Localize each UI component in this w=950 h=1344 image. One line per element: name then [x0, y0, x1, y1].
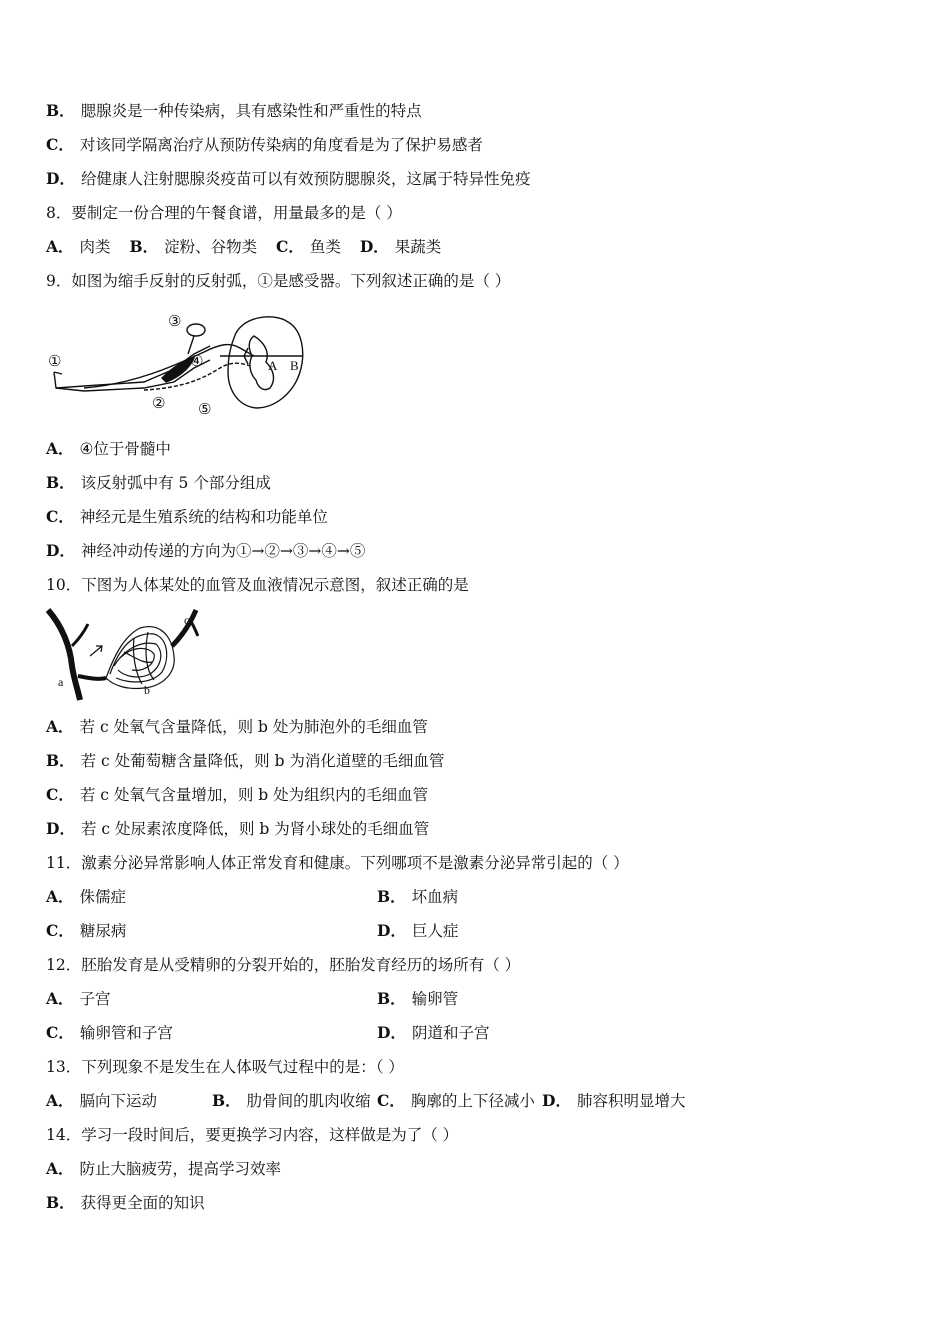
- option-label: D．: [359, 237, 389, 256]
- q10-stem: 10．下图为人体某处的血管及血液情况示意图，叙述正确的是: [46, 576, 469, 594]
- q12-option-d: [377, 1023, 489, 1043]
- option-label: B．: [212, 1091, 241, 1110]
- option-text: 果蔬类: [394, 238, 442, 256]
- option-label: B．: [377, 989, 406, 1008]
- option-label: C．: [46, 507, 74, 526]
- option-text: 肺容积明显增大: [576, 1092, 686, 1110]
- q10-option-c: [46, 785, 428, 805]
- option-label: D．: [46, 819, 75, 838]
- q10-option-b: [46, 751, 444, 771]
- option-label: A．: [46, 989, 74, 1008]
- option-label: D．: [46, 169, 75, 188]
- option-label: C．: [46, 921, 74, 940]
- label-2: ②: [152, 394, 166, 412]
- option-text: 巨人症: [411, 922, 459, 940]
- q13-option-b: [212, 1091, 371, 1111]
- option-label: B．: [377, 887, 406, 906]
- option-text: 输卵管和子宫: [79, 1024, 173, 1042]
- q9-option-a: [46, 439, 171, 459]
- q11-option-b: [377, 887, 458, 907]
- label-c: c: [184, 613, 190, 627]
- reflex-arc-figure: [44, 308, 314, 420]
- option-label: C．: [46, 1023, 74, 1042]
- q14-stem: 14．学习一段时间后，要更换学习内容，这样做是为了（ ）: [46, 1126, 459, 1144]
- option-text: 坏血病: [411, 888, 459, 906]
- option-text: 给健康人注射腮腺炎疫苗可以有效预防腮腺炎，这属于特异性免疫: [80, 170, 531, 188]
- option-text: 鱼类: [309, 238, 341, 256]
- q13-option-a: [46, 1091, 157, 1111]
- q13-stem: 13．下列现象不是发生在人体吸气过程中的是：（ ）: [46, 1058, 404, 1076]
- q11-option-c: [46, 921, 126, 941]
- blood-vessel-figure: [44, 606, 199, 702]
- option-label: B．: [46, 101, 75, 120]
- label-4: ④: [190, 352, 204, 370]
- option-text: 腮腺炎是一种传染病，具有感染性和严重性的特点: [80, 102, 422, 120]
- option-text: 肉类: [79, 238, 111, 256]
- option-text: 若 c 处尿素浓度降低，则 b 为肾小球处的毛细血管: [80, 820, 430, 838]
- option-label: D．: [542, 1091, 571, 1110]
- label-b: B: [290, 358, 299, 373]
- q14-option-a: [46, 1159, 281, 1179]
- option-label: A．: [46, 887, 74, 906]
- option-text: 子宫: [79, 990, 111, 1008]
- q9-stem: 9．如图为缩手反射的反射弧，①是感受器。下列叙述正确的是（ ）: [46, 272, 511, 290]
- q9-option-c: [46, 507, 328, 527]
- option-label: C．: [276, 237, 304, 256]
- q12-option-b: [377, 989, 458, 1009]
- option-label: A．: [46, 1159, 74, 1178]
- option-label: D．: [46, 541, 75, 560]
- label-5: ⑤: [198, 400, 212, 418]
- option-text: 神经冲动传递的方向为①→②→③→④→⑤: [80, 542, 366, 560]
- q13-option-c: [377, 1091, 535, 1111]
- option-text: 神经元是生殖系统的结构和功能单位: [79, 508, 328, 526]
- option-label: D．: [377, 1023, 406, 1042]
- option-text: 肋骨间的肌肉收缩: [246, 1092, 371, 1110]
- q11-stem: 11．激素分泌异常影响人体正常发育和健康。下列哪项不是激素分泌异常引起的（ ）: [46, 854, 629, 872]
- option-label: A．: [46, 237, 74, 256]
- label-a: A: [268, 358, 278, 373]
- option-text: 淀粉、谷物类: [164, 238, 258, 256]
- q13-option-d: [542, 1091, 685, 1111]
- q11-option-a: [46, 887, 126, 907]
- q7-option-c: [46, 135, 483, 155]
- option-label: A．: [46, 717, 74, 736]
- option-label: C．: [377, 1091, 405, 1110]
- q9-option-b: [46, 473, 271, 493]
- option-label: B．: [46, 473, 75, 492]
- q8-options: [46, 237, 441, 257]
- label-a: a: [58, 675, 64, 689]
- option-text: 胸廓的上下径减小: [410, 1092, 535, 1110]
- q12-stem: 12．胚胎发育是从受精卵的分裂开始的，胚胎发育经历的场所有（ ）: [46, 956, 521, 974]
- q8-stem: 8．要制定一份合理的午餐食谱，用量最多的是（ ）: [46, 204, 402, 222]
- label-3: ③: [168, 312, 182, 330]
- option-label: B．: [129, 237, 159, 256]
- option-text: 糖尿病: [79, 922, 127, 940]
- option-text: 若 c 处氧气含量增加，则 b 处为组织内的毛细血管: [79, 786, 429, 804]
- option-label: C．: [46, 785, 74, 804]
- q7-option-b: [46, 101, 422, 121]
- label-1: ①: [48, 352, 62, 370]
- option-label: B．: [46, 1193, 75, 1212]
- option-text: 若 c 处氧气含量降低，则 b 处为肺泡外的毛细血管: [79, 718, 428, 736]
- option-label: C．: [46, 135, 74, 154]
- option-label: A．: [46, 1091, 74, 1110]
- option-text: 阴道和子宫: [411, 1024, 490, 1042]
- option-text: 输卵管: [411, 990, 459, 1008]
- q9-option-d: [46, 541, 365, 561]
- option-label: D．: [377, 921, 406, 940]
- q10-option-d: [46, 819, 429, 839]
- label-b: b: [144, 683, 150, 697]
- option-text: 若 c 处葡萄糖含量降低，则 b 为消化道壁的毛细血管: [80, 752, 445, 770]
- option-label: B．: [46, 751, 75, 770]
- option-label: A．: [46, 439, 74, 458]
- option-text: 对该同学隔离治疗从预防传染病的角度看是为了保护易感者: [79, 136, 483, 154]
- option-text: ④位于骨髓中: [79, 440, 171, 458]
- q10-option-a: [46, 717, 428, 737]
- option-text: 膈向下运动: [79, 1092, 158, 1110]
- q12-option-c: [46, 1023, 173, 1043]
- q7-option-d: [46, 169, 530, 189]
- option-text: 侏儒症: [79, 888, 127, 906]
- q12-option-a: [46, 989, 111, 1009]
- option-text: 该反射弧中有 5 个部分组成: [80, 474, 271, 492]
- q14-option-b: [46, 1193, 205, 1213]
- q11-option-d: [377, 921, 458, 941]
- option-text: 防止大脑疲劳，提高学习效率: [79, 1160, 282, 1178]
- option-text: 获得更全面的知识: [80, 1194, 205, 1212]
